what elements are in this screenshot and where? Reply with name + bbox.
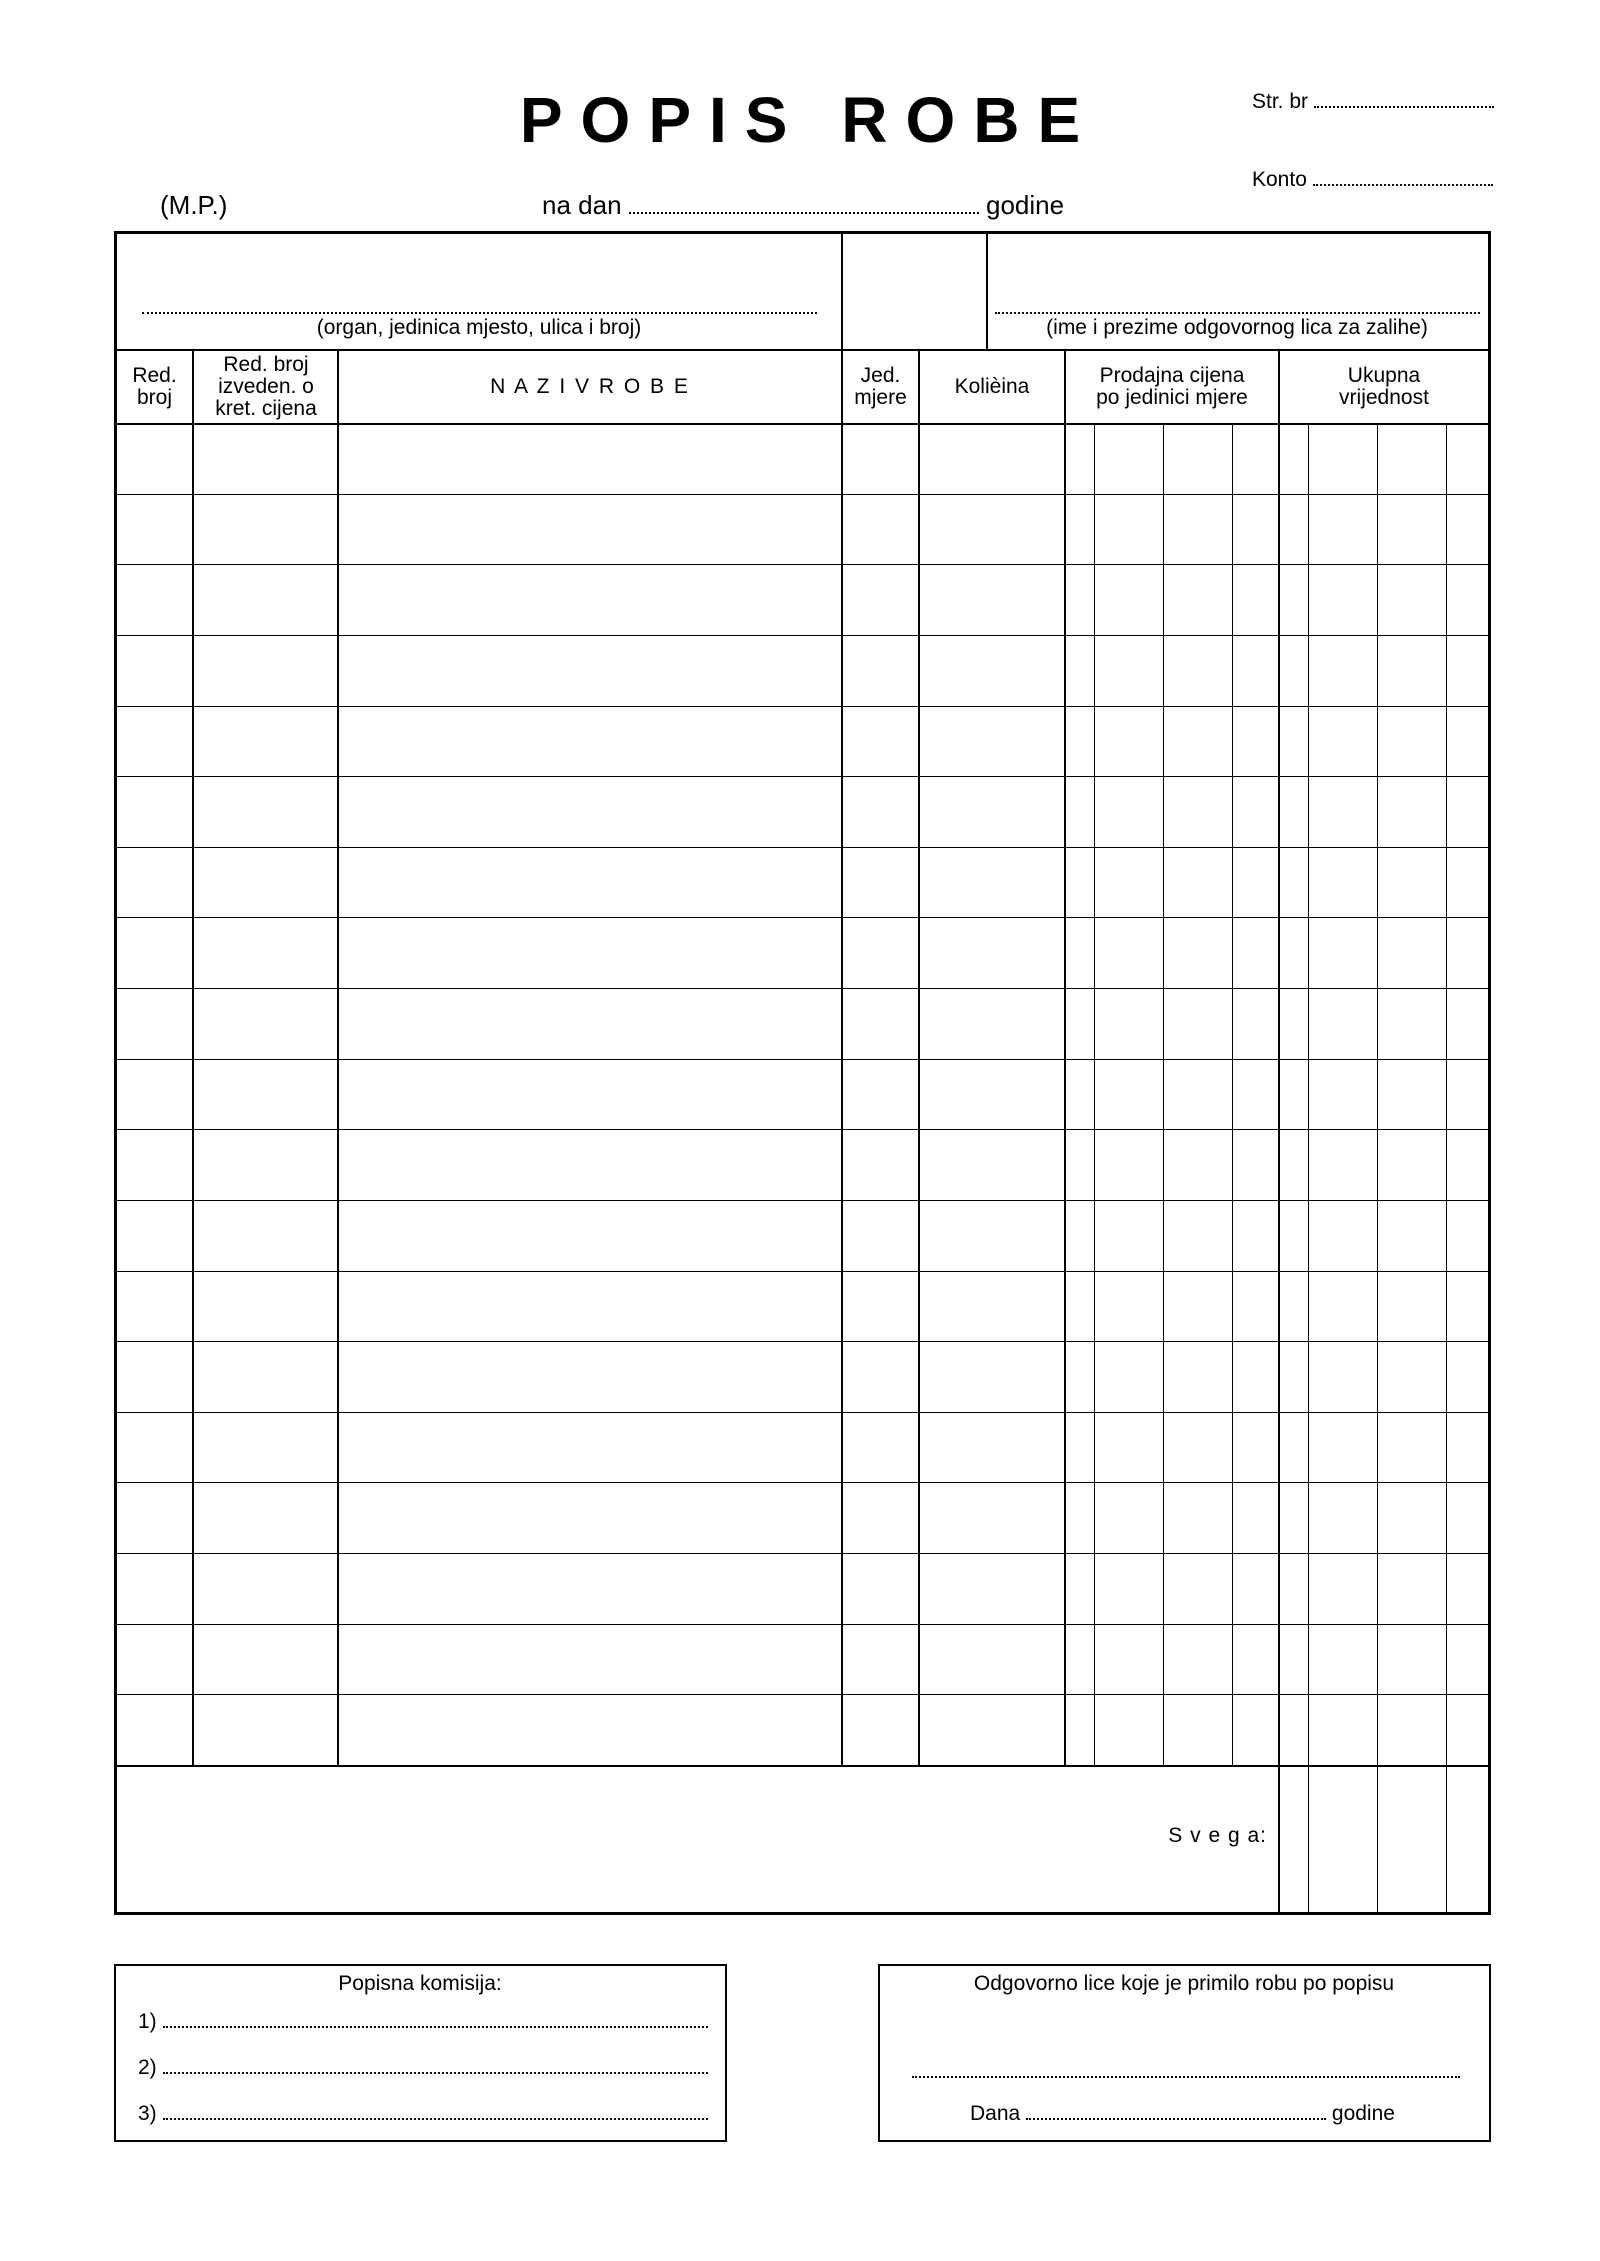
table-row-line bbox=[117, 1271, 1488, 1272]
receiver-title: Odgovorno lice koje je primilo robu po popisu bbox=[973, 1972, 1395, 1995]
commission-dots bbox=[163, 2118, 708, 2120]
account-field[interactable] bbox=[1252, 168, 1493, 192]
total-subdivider-2 bbox=[1377, 423, 1378, 1914]
total-subdivider-1 bbox=[1308, 423, 1309, 1914]
table-row-line bbox=[117, 988, 1488, 989]
header-bottom-line bbox=[117, 423, 1488, 425]
price-subdivider-1 bbox=[1094, 423, 1095, 1765]
commission-member-2[interactable] bbox=[138, 2056, 708, 2080]
price-subdivider-3 bbox=[1232, 423, 1233, 1765]
info-divider-1 bbox=[841, 234, 843, 349]
col-header-unit: Jed. mjere bbox=[854, 364, 907, 409]
receiver-signature-line[interactable] bbox=[912, 2076, 1460, 2078]
table-row-line bbox=[117, 1553, 1488, 1554]
body-bottom-line bbox=[117, 1765, 1488, 1767]
total-label: S v e g a: bbox=[1168, 1824, 1267, 1847]
receiver-date-prefix: Dana bbox=[970, 2102, 1021, 2125]
responsible-caption: (ime i prezime odgovornog lica za zalihe) bbox=[1046, 316, 1428, 339]
date-field[interactable] bbox=[542, 190, 1064, 221]
table-row-line bbox=[117, 1341, 1488, 1342]
table-row-line bbox=[117, 1412, 1488, 1413]
responsible-dotted-line[interactable] bbox=[995, 312, 1480, 314]
table-row-line bbox=[117, 564, 1488, 565]
receiver-date-suffix: godine bbox=[1331, 2102, 1395, 2125]
date-suffix: godine bbox=[986, 190, 1065, 220]
table-row-line bbox=[117, 776, 1488, 777]
commission-box bbox=[114, 1964, 727, 2142]
table-row-line bbox=[117, 1482, 1488, 1483]
date-dots bbox=[629, 212, 979, 214]
col-header-quantity: Kolièina bbox=[954, 375, 1030, 398]
table-row-line bbox=[117, 1129, 1488, 1130]
commission-item-label: 3) bbox=[138, 2102, 157, 2125]
price-subdivider-2 bbox=[1163, 423, 1164, 1765]
col-header-total-value: Ukupna vrijednost bbox=[1339, 364, 1429, 409]
commission-dots bbox=[163, 2026, 708, 2028]
receiver-date-field[interactable] bbox=[970, 2102, 1395, 2126]
table-row-line bbox=[117, 706, 1488, 707]
col-divider-6 bbox=[1278, 349, 1280, 1914]
table-row-line bbox=[117, 1694, 1488, 1695]
account-label: Konto bbox=[1252, 168, 1307, 191]
page-title: POPIS ROBE bbox=[519, 84, 1099, 156]
table-row-line bbox=[117, 494, 1488, 495]
commission-item-label: 2) bbox=[138, 2056, 157, 2079]
commission-item-label: 1) bbox=[138, 2010, 157, 2033]
total-subdivider-3 bbox=[1446, 423, 1447, 1914]
col-header-row-number: Red. broj bbox=[132, 364, 177, 409]
organ-dotted-line[interactable] bbox=[142, 312, 817, 314]
account-dots bbox=[1313, 184, 1493, 186]
commission-title: Popisna komisija: bbox=[338, 1972, 502, 1995]
table-row-line bbox=[117, 1059, 1488, 1060]
col-header-derived-number: Red. broj izveden. o kret. cijena bbox=[215, 353, 317, 420]
table-row-line bbox=[117, 635, 1488, 636]
commission-member-1[interactable] bbox=[138, 2010, 708, 2034]
commission-member-3[interactable] bbox=[138, 2102, 708, 2126]
seal-label: (M.P.) bbox=[160, 190, 228, 220]
col-header-item-name: N A Z I V R O B E bbox=[490, 375, 690, 398]
receiver-date-dots bbox=[1026, 2118, 1326, 2120]
commission-dots bbox=[163, 2072, 708, 2074]
table-row-line bbox=[117, 917, 1488, 918]
col-header-unit-price: Prodajna cijena po jedinici mjere bbox=[1096, 364, 1248, 409]
page-number-label: Str. br bbox=[1252, 90, 1309, 113]
table-row-line bbox=[117, 847, 1488, 848]
page-number-field[interactable] bbox=[1252, 90, 1494, 114]
table-row-line bbox=[117, 1624, 1488, 1625]
page-number-dots bbox=[1314, 106, 1494, 108]
date-prefix: na dan bbox=[542, 190, 622, 220]
organ-caption: (organ, jedinica mjesto, ulica i broj) bbox=[316, 316, 642, 339]
receiver-box bbox=[878, 1964, 1491, 2142]
table-row-line bbox=[117, 1200, 1488, 1201]
inventory-table bbox=[114, 231, 1491, 1915]
